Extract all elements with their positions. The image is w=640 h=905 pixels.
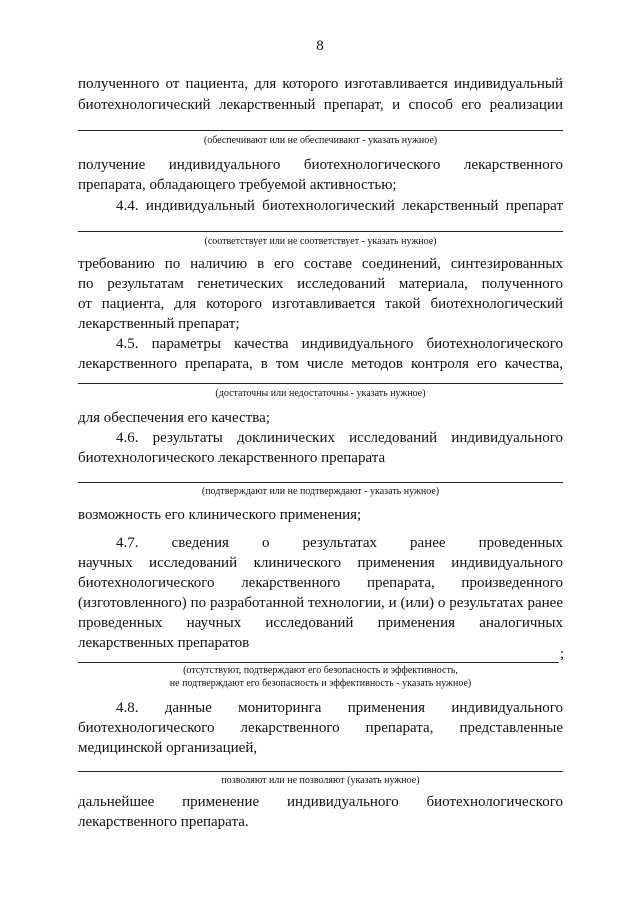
text-line: препарата, обладающего требуемой активностью;: [78, 177, 397, 193]
text-line: требованию по наличию в его составе соединений, синтезированных: [78, 256, 563, 272]
field-hint: (достаточны или недостаточны - указать нужное): [215, 388, 426, 399]
clause-4-8: 4.8. данные мониторинга применения индивидуального: [116, 700, 563, 716]
field-hint: (соответствует или не соответствует - указать нужное): [204, 236, 437, 247]
text-line: биотехнологического лекарственного препарата, произведенного: [78, 575, 563, 591]
text-line: лекарственных препаратов: [78, 635, 250, 651]
text-line: возможность его клинического применения;: [78, 507, 362, 523]
text-line: медицинской организацией,: [78, 740, 258, 756]
fill-in-rule: [78, 383, 563, 384]
text-line: биотехнологический лекарственный препарат, и способ его реализации: [78, 97, 563, 113]
text-line: проведенных научных исследований применения аналогичных: [78, 615, 563, 631]
field-hint: (отсутствуют, подтверждают его безопасность и эффективность,: [183, 665, 458, 676]
text-line: для обеспечения его качества;: [78, 410, 270, 426]
fill-in-rule: [78, 771, 563, 772]
semicolon: ;: [560, 646, 565, 662]
text-line: (изготовленного) по разработанной технологии, и (или) о результатах ранее: [78, 595, 563, 611]
text-line: биотехнологического лекарственного препарата, представленные: [78, 720, 563, 736]
field-hint: позволяют или не позволяют (указать нужное): [221, 775, 420, 786]
text-line: научных исследований клинического применения индивидуального: [78, 555, 563, 571]
text-line: лекарственный препарат;: [78, 316, 240, 332]
text-line: полученного от пациента, для которого изготавливается индивидуальный: [78, 76, 563, 92]
text-line: лекарственного препарата, в том числе методов контроля его качества,: [78, 356, 563, 372]
clause-4-5: 4.5. параметры качества индивидуального биотехнологического: [116, 336, 563, 352]
fill-in-rule: [78, 130, 563, 131]
page-number: 8: [316, 38, 324, 54]
field-hint: (обеспечивают или не обеспечивают - указать нужное): [203, 135, 438, 146]
text-line: биотехнологического лекарственного препарата: [78, 450, 386, 466]
fill-in-rule: [78, 231, 563, 232]
text-line: по результатам генетических исследований материала, полученного: [78, 276, 563, 292]
clause-4-7: 4.7. сведения о результатах ранее проведенных: [116, 535, 563, 551]
field-hint: не подтверждают его безопасность и эффективность - указать нужное): [169, 678, 472, 689]
clause-4-6: 4.6. результаты доклинических исследований индивидуального: [116, 430, 563, 446]
text-line: дальнейшее применение индивидуального биотехнологического: [78, 794, 563, 810]
text-line: от пациента, для которого изготавливается такой биотехнологический: [78, 296, 563, 312]
fill-in-rule: [78, 662, 559, 663]
field-hint: (подтверждают или не подтверждают - указать нужное): [201, 486, 440, 497]
text-line: получение индивидуального биотехнологического лекарственного: [78, 157, 563, 173]
fill-in-rule: [78, 482, 563, 483]
clause-4-4: 4.4. индивидуальный биотехнологический лекарственный препарат: [116, 198, 563, 214]
text-line: лекарственного препарата.: [78, 814, 249, 830]
